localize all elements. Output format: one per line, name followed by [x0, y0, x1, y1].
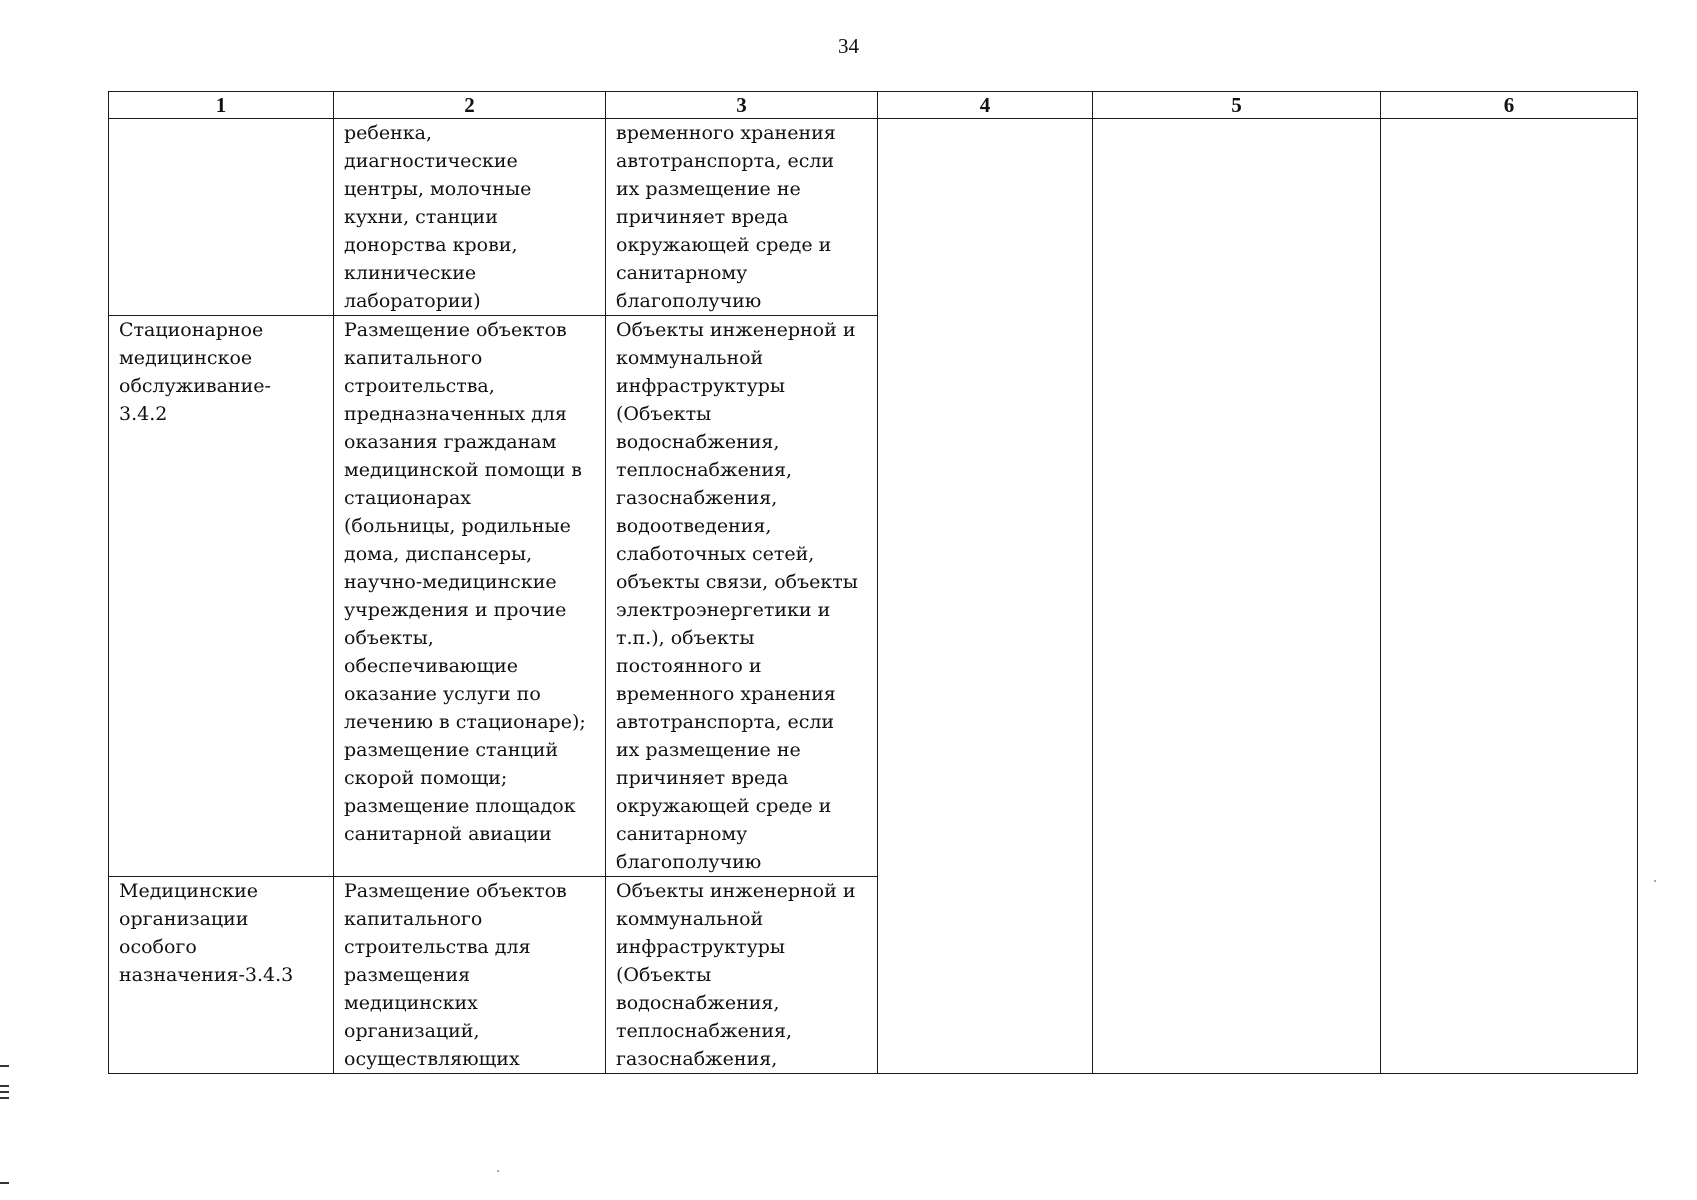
cell-col-4-empty	[878, 119, 1093, 1074]
table-row	[109, 119, 1638, 316]
scan-speck	[1654, 880, 1656, 882]
cell-description	[334, 119, 606, 316]
cell-description	[334, 316, 606, 877]
cell-col-6-empty	[1381, 119, 1638, 1074]
cell-description	[334, 877, 606, 1074]
header-col-6: 6	[1381, 92, 1638, 119]
auxiliary-text: временного хранения автотранспорта, если их размещение не причиняет вреда окружающей среде и санитарному благополучию	[616, 122, 836, 312]
cell-use-type	[109, 119, 334, 316]
cell-auxiliary	[606, 119, 878, 316]
description-text: Размещение объектов капитального строительства, предназначенных для оказания гражданам медицинской помощи в стационарах (больницы, родильные дома, диспансеры, научно-медицинские учреждения и прочие объекты, обеспечивающие оказание услуги по лечению в стационаре); размещение станций скорой помощи; размещение площадок санитарной авиации	[344, 319, 586, 845]
header-col-1: 1	[109, 92, 334, 119]
scan-margin-mark	[0, 1182, 9, 1184]
cell-auxiliary	[606, 877, 878, 1074]
header-col-3: 3	[606, 92, 878, 119]
page-number: 34	[838, 34, 859, 58]
use-type-text: Стационарное медицинское обслуживание- 3.4.2	[119, 319, 271, 425]
description-text: ребенка, диагностические центры, молочные кухни, станции донорства крови, клинические лаборатории)	[344, 122, 532, 312]
header-col-4: 4	[878, 92, 1093, 119]
header-row	[109, 92, 1638, 119]
header-col-5: 5	[1093, 92, 1381, 119]
cell-auxiliary	[606, 316, 878, 877]
cell-col-5-empty	[1093, 119, 1381, 1074]
scan-margin-mark	[0, 1065, 9, 1067]
cell-use-type	[109, 316, 334, 877]
use-type-text: Медицинские организации особого назначения-3.4.3	[119, 880, 294, 986]
scan-margin-mark	[0, 1097, 9, 1099]
header-col-2: 2	[334, 92, 606, 119]
scan-speck	[497, 1170, 499, 1172]
auxiliary-text: Объекты инженерной и коммунальной инфраструктуры (Объекты водоснабжения, теплоснабжения, газоснабжения, водоотведения, слаботочных сетей, объекты связи, объекты электроэнергетики и т.п.), объекты постоянного и временного хранения автотранспорта, если их размещение не причиняет вреда окружающей среде и санитарному благополучию	[616, 319, 858, 873]
land-use-table	[108, 91, 1638, 1074]
auxiliary-text: Объекты инженерной и коммунальной инфраструктуры (Объекты водоснабжения, теплоснабжения, газоснабжения,	[616, 880, 856, 1070]
cell-use-type	[109, 877, 334, 1074]
scan-margin-mark	[0, 1085, 9, 1087]
description-text: Размещение объектов капитального строительства для размещения медицинских организаций, осуществляющих	[344, 880, 567, 1070]
scan-margin-mark	[0, 1091, 9, 1093]
